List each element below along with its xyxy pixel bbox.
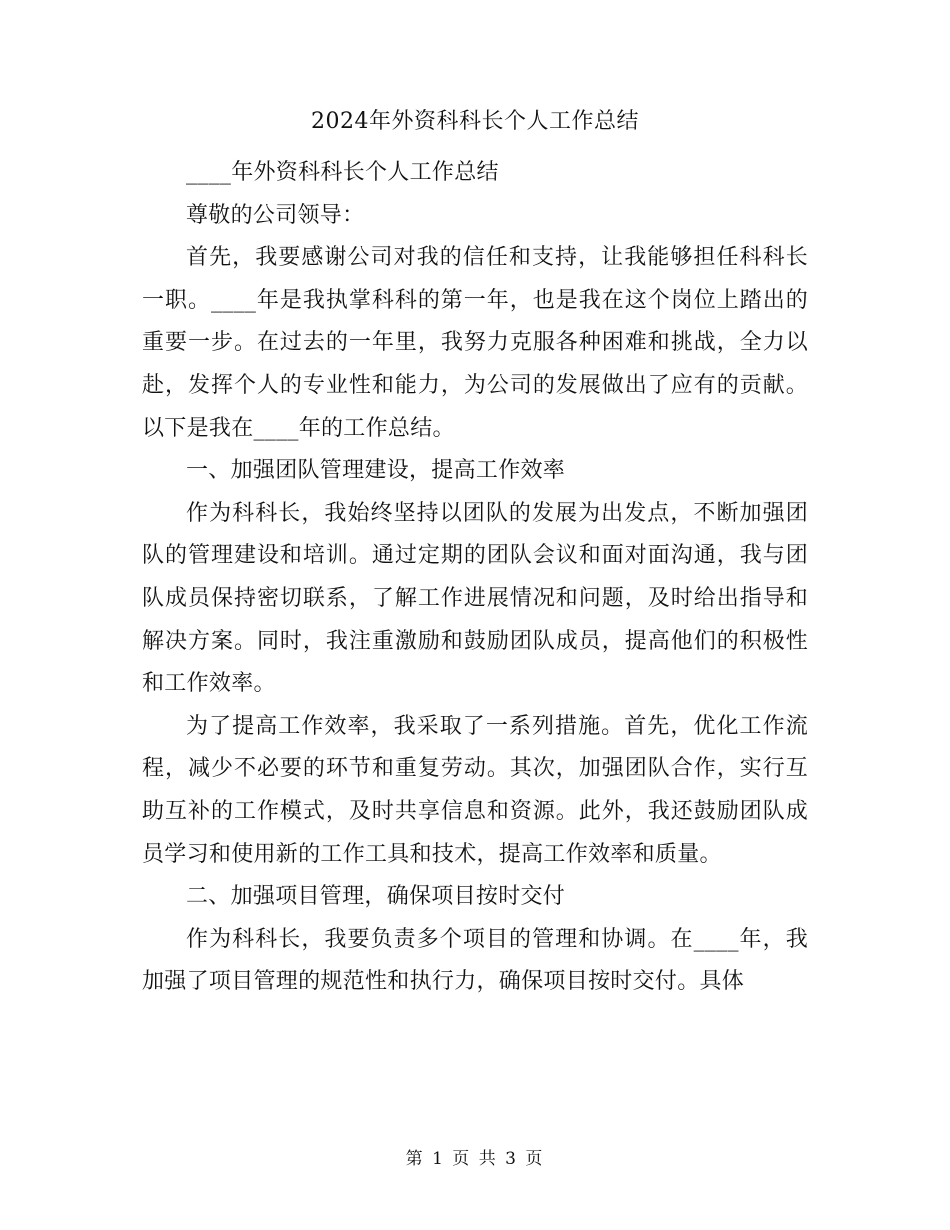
document-title: 2024年外资科科长个人工作总结 [311,109,639,134]
page-number-footer: 第 1 页 共 3 页 [405,1149,545,1169]
section-1-paragraph-1: 作为科科长，我始终坚持以团队的发展为出发点，不断加强团队的管理建设和培训。通过定期的团队会议和面对面沟通，我与团队成员保持密切联系，了解工作进展情况和问题，及时给出指导和解决方案。同时，我注重激励和鼓励团队成员，提高他们的积极性和工作效率。 [142,500,808,697]
section-1-paragraph-2: 为了提高工作效率，我采取了一系列措施。首先，优化工作流程，减少不必要的环节和重复劳动。其次，加强团队合作，实行互助互补的工作模式，及时共享信息和资源。此外，我还鼓励团队成员学习和使用新的工作工具和技术，提高工作效率和质量。 [142,713,808,867]
section-2-paragraph-1: 作为科科长，我要负责多个项目的管理和协调。在____年，我加强了项目管理的规范性和执行力，确保项目按时交付。具体 [142,926,808,995]
subtitle-paragraph: ____年外资科科长个人工作总结 [186,160,499,185]
salutation-paragraph: 尊敬的公司领导： [186,202,365,228]
section-heading-1: 一、加强团队管理建设，提高工作效率 [186,458,566,484]
intro-paragraph: 首先，我要感谢公司对我的信任和支持，让我能够担任科科长一职。____年是我执掌科科的第一年，也是我在这个岗位上踏出的重要一步。在过去的一年里，我努力克服各种困难和挑战，全力以赴，发挥个人的专业性和能力，为公司的发展做出了应有的贡献。以下是我在____年的工作总结。 [142,245,808,441]
section-heading-2: 二、加强项目管理，确保项目按时交付 [186,884,566,910]
document-body [142,152,808,1004]
